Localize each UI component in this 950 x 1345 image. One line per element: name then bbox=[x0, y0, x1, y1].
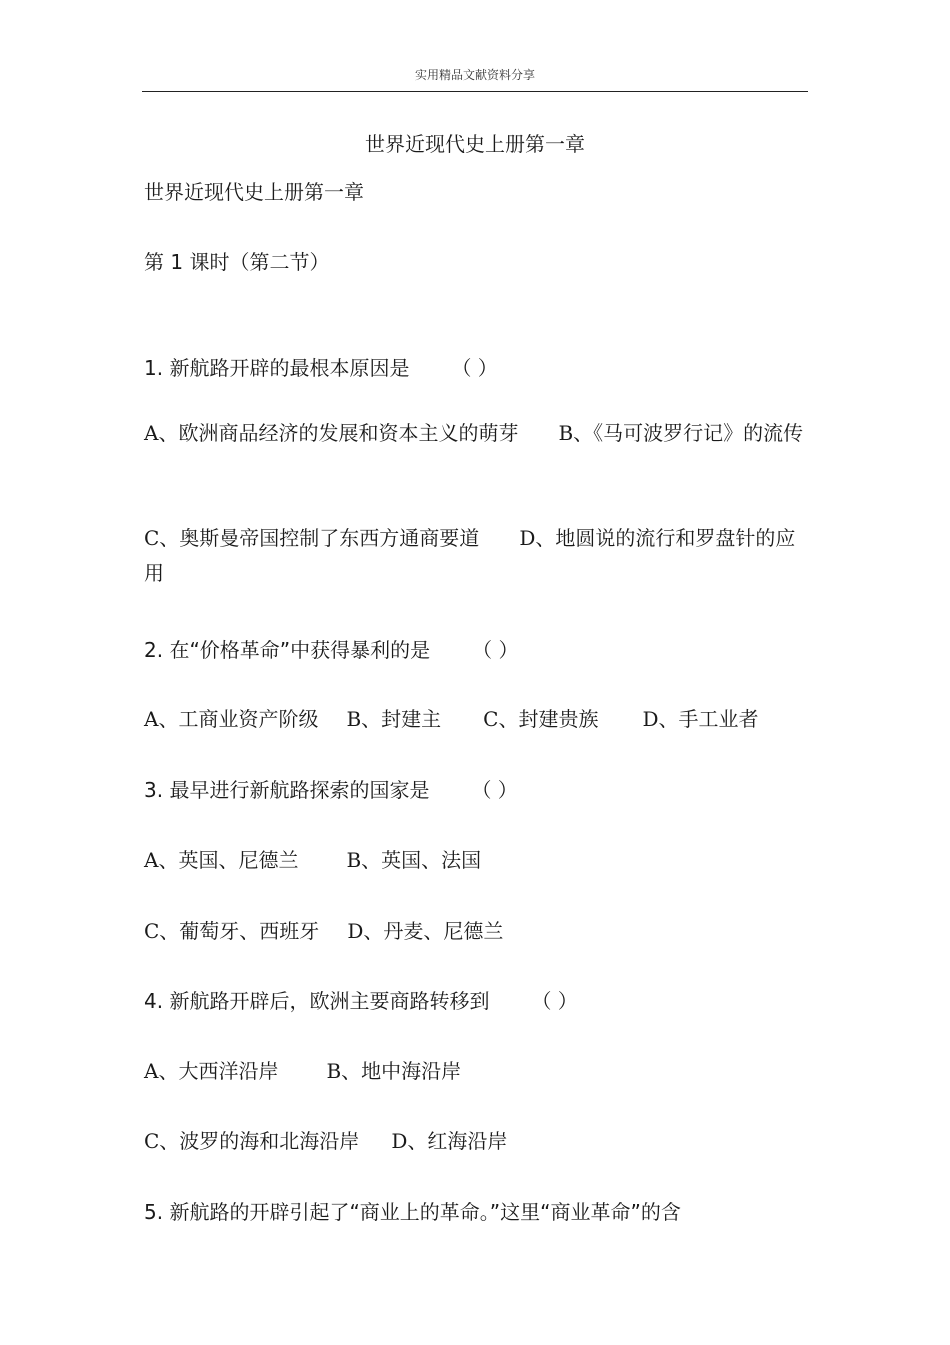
question-2 bbox=[144, 634, 519, 663]
option-d: D、丹麦、尼德兰 bbox=[347, 919, 504, 943]
option-c: C、波罗的海和北海沿岸 bbox=[144, 1129, 360, 1153]
question-stem: 1. 新航路开辟的最根本原因是 bbox=[144, 356, 410, 380]
answer-blank: （ ） bbox=[471, 778, 518, 802]
page-header: 实用精品文献资料分享 bbox=[414, 68, 535, 82]
question-1-options-ab bbox=[144, 416, 808, 451]
question-stem: 4. 新航路开辟后，欧洲主要商路转移到 bbox=[144, 989, 490, 1013]
option-a: A、英国、尼德兰 bbox=[144, 848, 299, 872]
answer-blank: （ ） bbox=[531, 989, 578, 1013]
option-a: A、欧洲商品经济的发展和资本主义的萌芽 bbox=[144, 421, 519, 445]
option-c: C、葡萄牙、西班牙 bbox=[144, 919, 320, 943]
question-1 bbox=[144, 352, 498, 381]
lesson-label: 第 1 课时（第二节） bbox=[144, 250, 330, 274]
header-rule bbox=[142, 91, 808, 92]
document-subtitle: 世界近现代史上册第一章 bbox=[144, 180, 364, 204]
question-stem: 2. 在“价格革命”中获得暴利的是 bbox=[144, 638, 431, 662]
question-stem: 5. 新航路的开辟引起了“商业上的革命。”这里“商业革命”的含 bbox=[144, 1200, 681, 1224]
option-a: A、工商业资产阶级 bbox=[144, 707, 319, 731]
option-d: D、地圆说的流行和罗盘针的应用 bbox=[144, 526, 796, 585]
option-a: A、大西洋沿岸 bbox=[144, 1059, 279, 1083]
question-2-options bbox=[144, 703, 759, 732]
question-1-options-cd bbox=[144, 521, 808, 591]
question-4-options-ab bbox=[144, 1055, 461, 1084]
question-4-options-cd bbox=[144, 1125, 507, 1154]
option-b: B、《马可波罗行记》的流传 bbox=[558, 421, 804, 445]
option-d: D、手工业者 bbox=[642, 707, 759, 731]
question-3 bbox=[144, 774, 518, 803]
option-b: B、英国、法国 bbox=[346, 848, 482, 872]
answer-blank: （ ） bbox=[451, 356, 498, 380]
option-c: C、奥斯曼帝国控制了东西方通商要道 bbox=[144, 526, 480, 550]
question-4 bbox=[144, 985, 578, 1014]
option-b: B、地中海沿岸 bbox=[326, 1059, 462, 1083]
option-b: B、封建主 bbox=[346, 707, 442, 731]
answer-blank: （ ） bbox=[472, 638, 519, 662]
question-5 bbox=[144, 1196, 681, 1225]
question-3-options-cd bbox=[144, 915, 503, 944]
question-stem: 3. 最早进行新航路探索的国家是 bbox=[144, 778, 430, 802]
question-3-options-ab bbox=[144, 844, 481, 873]
option-d: D、红海沿岸 bbox=[391, 1129, 508, 1153]
option-c: C、封建贵族 bbox=[483, 707, 599, 731]
document-title: 世界近现代史上册第一章 bbox=[365, 132, 585, 156]
